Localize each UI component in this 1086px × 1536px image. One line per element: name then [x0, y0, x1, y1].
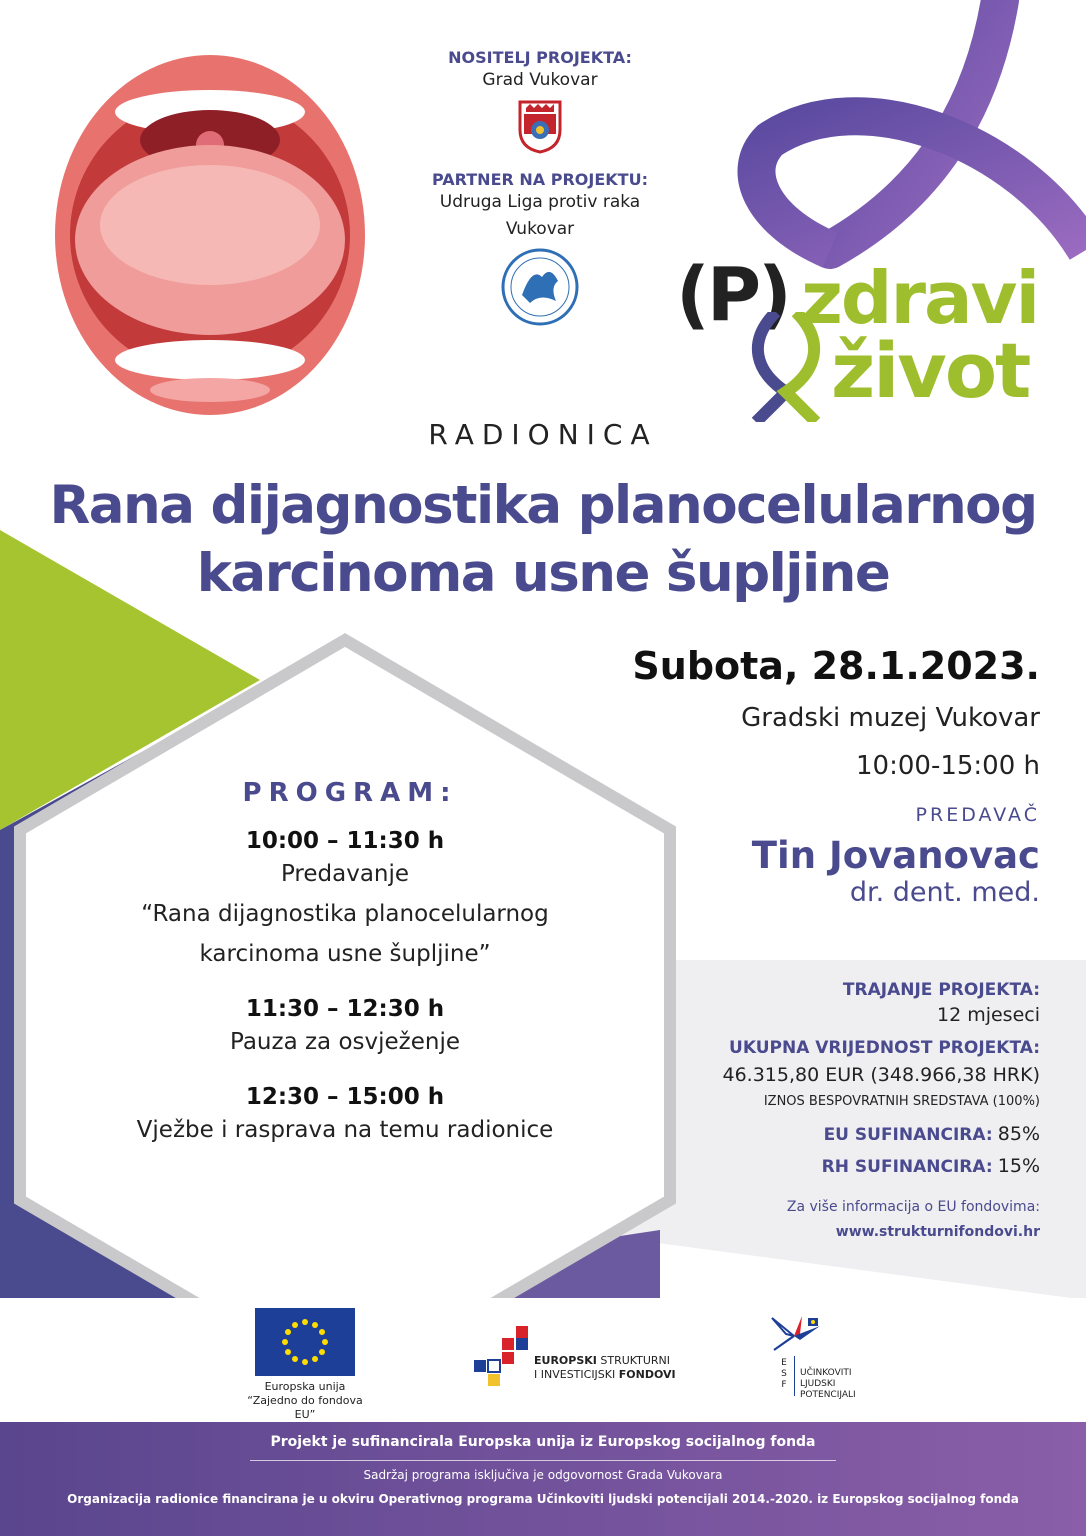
- esf-letter: F: [781, 1380, 787, 1390]
- program-text: karcinoma usne šupljine”: [199, 941, 491, 967]
- event-kind: RADIONICA: [428, 418, 658, 451]
- vukovar-coat-of-arms-icon: [518, 100, 562, 154]
- program-time: 10:00 – 11:30 h: [245, 828, 445, 854]
- footer: [0, 1422, 1086, 1536]
- rh-value: 15%: [997, 1155, 1040, 1177]
- esf-line3: POTENCIJALI: [800, 1390, 856, 1400]
- partner-line1: Udruga Liga protiv raka: [439, 192, 641, 212]
- esif-reg2: I INVESTICIJSKI: [534, 1368, 616, 1381]
- program-heading: PROGRAM:: [242, 778, 458, 808]
- esif-logo: [472, 1324, 692, 1394]
- program-section: [45, 778, 645, 1150]
- program-time: 11:30 – 12:30 h: [245, 996, 445, 1022]
- event-date: Subota, 28.1.2023.: [632, 644, 1040, 688]
- more-info-text: Za više informacija o EU fondovima:: [786, 1199, 1040, 1215]
- program-text: Predavanje: [280, 861, 410, 887]
- event-title-line1: Rana dijagnostika planocelularnog: [49, 475, 1037, 536]
- holder-name: Grad Vukovar: [482, 70, 598, 90]
- footer-line2: Sadržaj programa isključiva je odgovornost Grada Vukovara: [363, 1468, 723, 1482]
- lecturer-name: Tin Jovanovac: [751, 834, 1040, 877]
- duration-label: TRAJANJE PROJEKTA:: [842, 980, 1040, 1000]
- brand-part-p: (P): [676, 252, 789, 338]
- logos-band: [0, 1298, 1086, 1422]
- esf-line2: LJUDSKI: [800, 1379, 836, 1389]
- program-text: Pauza za osvježenje: [229, 1029, 460, 1055]
- lecturer-title: dr. dent. med.: [849, 877, 1040, 908]
- esf-letter: S: [781, 1369, 787, 1379]
- rh-cofinance: [640, 1155, 1040, 1177]
- event-time: 10:00-15:00 h: [856, 751, 1040, 781]
- grant-note: IZNOS BESPOVRATNIH SREDSTAVA (100%): [763, 1094, 1040, 1109]
- program-item: [45, 1084, 645, 1150]
- rh-label: RH SUFINANCIRA:: [821, 1157, 993, 1177]
- esf-line1: UČINKOVITI: [800, 1368, 852, 1378]
- cancer-league-logo-icon: [500, 247, 580, 327]
- value-amount: 46.315,80 EUR (348.966,38 HRK): [722, 1064, 1040, 1086]
- footer-line1: Projekt je sufinancirala Europska unija iz Europskog socijalnog fonda: [270, 1434, 816, 1450]
- eu-flag-icon: [255, 1308, 355, 1376]
- footer-divider: [250, 1460, 836, 1461]
- project-info: [640, 980, 1040, 1245]
- eu-value: 85%: [997, 1123, 1040, 1145]
- program-text: “Rana dijagnostika planocelularnog: [141, 901, 549, 927]
- brand-part-zivot: život: [831, 326, 1030, 415]
- esif-reg1: STRUKTURNI: [600, 1354, 671, 1367]
- partner-line2: Vukovar: [505, 219, 575, 239]
- program-item: [45, 828, 645, 974]
- esif-squares-icon: [472, 1324, 536, 1390]
- brand-part-zdravi: zdravi: [801, 256, 1039, 340]
- more-info-link[interactable]: www.strukturnifondovi.hr: [835, 1224, 1040, 1240]
- eu-label: EU SUFINANCIRA:: [823, 1125, 993, 1145]
- program-text: Vježbe i rasprava na temu radionice: [136, 1117, 554, 1143]
- esf-pinwheel-icon: [764, 1314, 824, 1356]
- mouth-illustration: [50, 50, 370, 430]
- esif-bold1: EUROPSKI: [534, 1354, 597, 1367]
- partner-label: PARTNER NA PROJEKTU:: [432, 170, 648, 189]
- program-item: [45, 996, 645, 1062]
- program-time: 12:30 – 15:00 h: [245, 1084, 445, 1110]
- eu-caption-line1: Europska unija: [264, 1380, 346, 1393]
- event-location: Gradski muzej Vukovar: [741, 703, 1040, 733]
- duration-value: 12 mjeseci: [936, 1004, 1040, 1026]
- event-title-line2: karcinoma usne šupljine: [196, 543, 890, 604]
- footer-line3: Organizacija radionice financirana je u okviru Operativnog programa Učinkoviti ljudski potencijali 2014.-2020. iz Europskog socijalnog fonda: [67, 1492, 1019, 1506]
- brand-ribbon-icon: [736, 312, 836, 422]
- brand-logo: [676, 252, 1076, 422]
- esf-letter: E: [781, 1358, 787, 1368]
- holder-label: NOSITELJ PROJEKTA:: [448, 48, 632, 67]
- lecturer-label: PREDAVAČ: [915, 804, 1040, 826]
- esf-logo: [764, 1314, 874, 1404]
- eu-caption-line2: “Zajedno do fondova EU”: [247, 1394, 363, 1421]
- value-label: UKUPNA VRIJEDNOST PROJEKTA:: [729, 1038, 1040, 1058]
- esif-bold2: FONDOVI: [618, 1368, 676, 1381]
- eu-cofinance: [640, 1123, 1040, 1145]
